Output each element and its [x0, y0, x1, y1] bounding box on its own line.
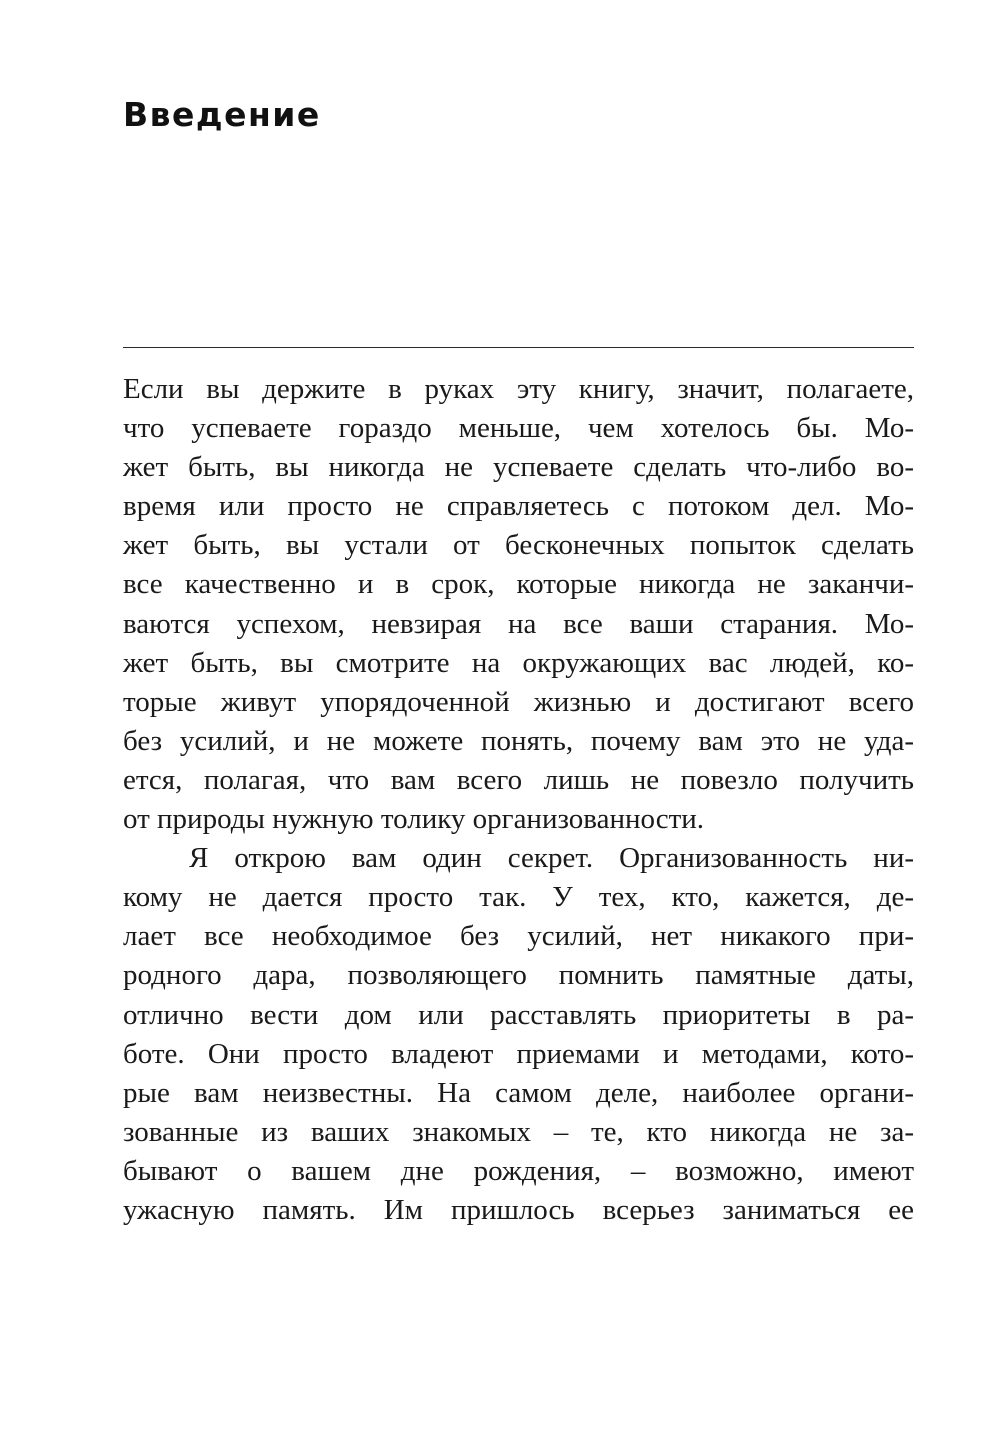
text-line: жет быть, вы никогда не успеваете сделать что-либо во-: [123, 451, 914, 484]
text-line: ваются успехом, невзирая на все ваши старания. Мо-: [123, 607, 914, 640]
text-line: все качественно и в срок, которые никогда не заканчи-: [123, 568, 914, 601]
chapter-heading: Введение: [123, 95, 321, 134]
text-line: Я открою вам один секрет. Организованность ни-: [189, 842, 914, 875]
text-line: ется, полагая, что вам всего лишь не повезло получить: [123, 763, 914, 796]
chapter-body: [123, 370, 914, 1230]
text-line: боте. Они просто владеют приемами и методами, кото-: [123, 1037, 914, 1070]
text-line: родного дара, позволяющего помнить памятные даты,: [123, 959, 914, 992]
text-line: Если вы держите в руках эту книгу, значит, полагаете,: [123, 373, 914, 405]
text-line: кому не дается просто так. У тех, кто, кажется, де-: [123, 881, 914, 914]
text-line: от природы нужную толику организованности.: [123, 803, 705, 836]
text-line: жет быть, вы устали от бесконечных попыток сделать: [123, 529, 914, 562]
text-line: бывают о вашем дне рождения, – возможно, имеют: [123, 1154, 914, 1187]
text-line: отлично вести дом или расставлять приоритеты в ра-: [123, 998, 914, 1031]
text-line: рые вам неизвестны. На самом деле, наиболее органи-: [123, 1076, 914, 1109]
text-line: без усилий, и не можете понять, почему вам это не уда-: [123, 724, 914, 757]
text-line: торые живут упорядоченной жизнью и достигают всего: [123, 685, 914, 718]
text-line: что успеваете гораздо меньше, чем хотелось бы. Мо-: [123, 412, 914, 445]
paragraph-2: [123, 839, 914, 1230]
text-line: время или просто не справляетесь с потоком дел. Мо-: [123, 490, 914, 523]
text-line: жет быть, вы смотрите на окружающих вас людей, ко-: [123, 646, 914, 679]
paragraph-1: [123, 370, 914, 839]
text-line: ужасную память. Им пришлось всерьез заниматься ее: [123, 1193, 914, 1226]
heading-divider: [123, 347, 914, 348]
text-line: лает все необходимое без усилий, нет никакого при-: [123, 920, 914, 953]
text-line: зованные из ваших знакомых – те, кто никогда не за-: [123, 1115, 914, 1148]
